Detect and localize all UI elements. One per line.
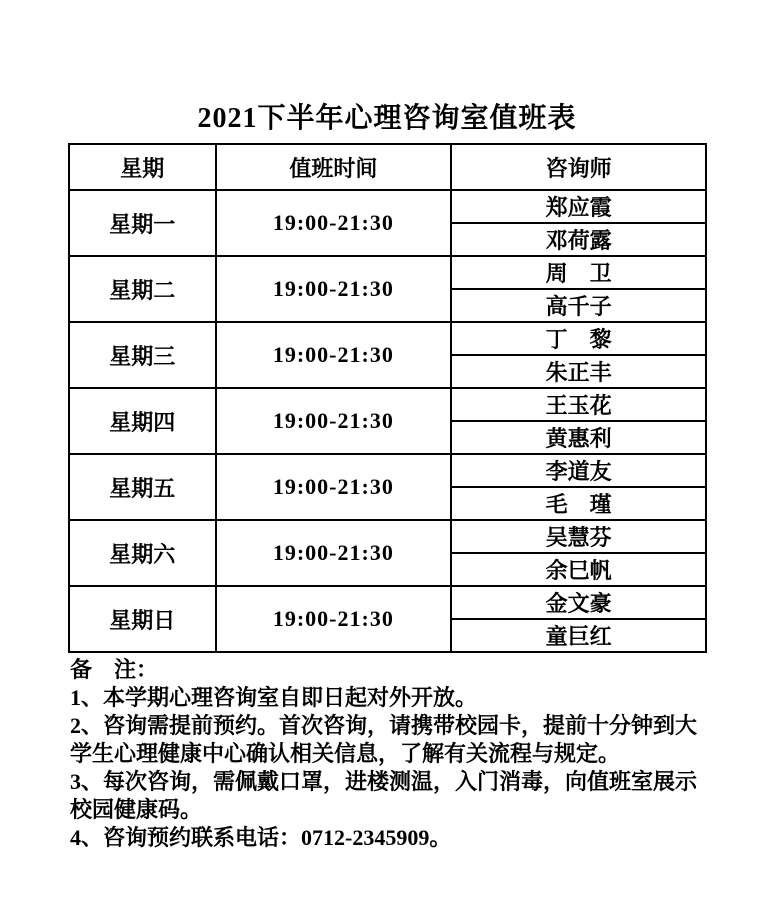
table-row (69, 388, 706, 421)
counselor-cell: 王玉花 (451, 388, 706, 421)
counselor-cell: 朱正丰 (451, 355, 706, 388)
counselor-cell: 毛 瑾 (451, 487, 706, 520)
time-cell: 19:00-21:30 (216, 388, 452, 454)
note-item-3: 3、每次咨询，需佩戴口罩，进楼测温，入门消毒，向值班室展示校园健康码。 (70, 769, 698, 822)
note-item-2: 2、咨询需提前预约。首次咨询，请携带校园卡，提前十分钟到大学生心理健康中心确认相关信息，了解有关流程与规定。 (70, 713, 698, 766)
notes-label: 备 注： (70, 657, 159, 682)
header-row (69, 144, 706, 190)
day-cell: 星期一 (69, 190, 216, 256)
header-day: 星期 (69, 144, 216, 190)
page-title: 2021下半年心理咨询室值班表 (197, 103, 577, 134)
time-cell: 19:00-21:30 (216, 520, 452, 586)
header-time: 值班时间 (216, 144, 452, 190)
counselor-cell: 高千子 (451, 289, 706, 322)
time-cell: 19:00-21:30 (216, 190, 452, 256)
duty-table-wrap (68, 143, 707, 653)
note-item-1: 1、本学期心理咨询室自即日起对外开放。 (70, 685, 478, 710)
day-cell: 星期五 (69, 454, 216, 520)
day-cell: 星期日 (69, 586, 216, 652)
table-row (69, 256, 706, 289)
counselor-cell: 周 卫 (451, 256, 706, 289)
duty-table (68, 143, 707, 653)
day-cell: 星期二 (69, 256, 216, 322)
counselor-cell: 丁 黎 (451, 322, 706, 355)
counselor-cell: 余巳帆 (451, 553, 706, 586)
time-cell: 19:00-21:30 (216, 586, 452, 652)
counselor-cell: 黄惠利 (451, 421, 706, 454)
time-cell: 19:00-21:30 (216, 454, 452, 520)
table-row (69, 454, 706, 487)
day-cell: 星期三 (69, 322, 216, 388)
header-counselor: 咨询师 (451, 144, 706, 190)
counselor-cell: 金文豪 (451, 586, 706, 619)
day-cell: 星期四 (69, 388, 216, 454)
time-cell: 19:00-21:30 (216, 256, 452, 322)
counselor-cell: 童巨红 (451, 619, 706, 652)
note-item-4: 4、咨询预约联系电话：0712-2345909。 (70, 825, 452, 850)
counselor-cell: 李道友 (451, 454, 706, 487)
counselor-cell: 吴慧芬 (451, 520, 706, 553)
counselor-cell: 郑应霞 (451, 190, 706, 223)
day-cell: 星期六 (69, 520, 216, 586)
table-row (69, 520, 706, 553)
table-row (69, 190, 706, 223)
table-row (69, 322, 706, 355)
notes-section (70, 656, 714, 852)
time-cell: 19:00-21:30 (216, 322, 452, 388)
table-row (69, 586, 706, 619)
counselor-cell: 邓荷露 (451, 223, 706, 256)
